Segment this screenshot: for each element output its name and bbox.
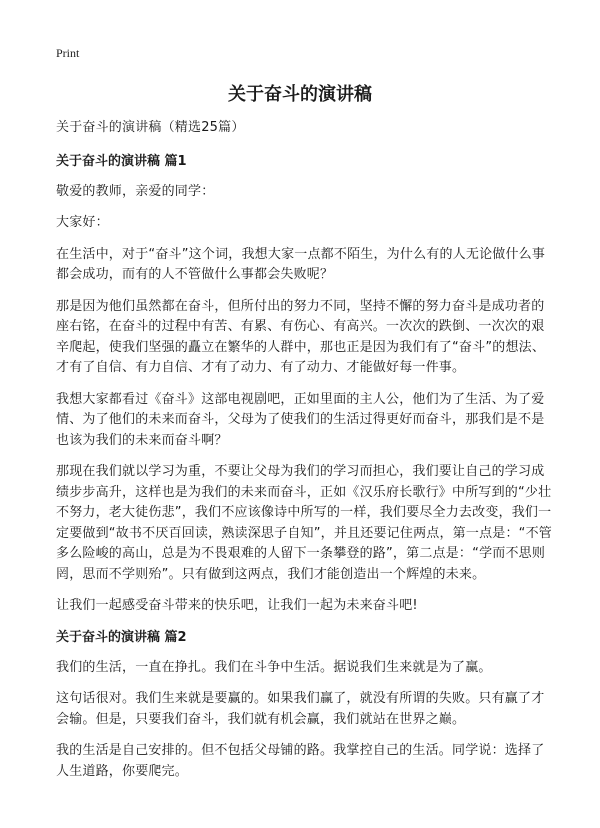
paragraph: 敬爱的教师，亲爱的同学：	[56, 183, 215, 199]
section-heading: 关于奋斗的演讲稿 篇2	[56, 629, 187, 645]
paragraph: 我的生活是自己安排的。但不包括父母铺的路。我掌控自己的生活。同学说：选择了人生道路，你要爬完。	[56, 743, 545, 779]
paragraph: 大家好：	[56, 215, 109, 230]
paragraph: 我们的生活，一直在挣扎。我们在斗争中生活。据说我们生来就是为了赢。	[56, 659, 492, 675]
paragraph: 这句话很对。我们生来就是要赢的。如果我们赢了，就没有所谓的失败。只有赢了才会输。但是，只要我们奋斗，我们就有机会赢，我们就站在世界之巅。	[56, 691, 545, 727]
document-body	[56, 118, 556, 793]
section-heading: 关于奋斗的演讲稿 篇1	[56, 153, 187, 169]
paragraph: 让我们一起感受奋斗带来的快乐吧，让我们一起为未来奋斗吧!	[56, 598, 418, 613]
paragraph: 那是因为他们虽然都在奋斗，但所付出的努力不同，坚持不懈的努力奋斗是成功者的座右铭，在奋斗的过程中有苦、有累、有伤心、有高兴。一次次的跌倒、一次次的艰辛爬起，使我们坚强的矗立在繁华的人群中，那也正是因为我们有了“奋斗”的想法、才有了自信、有力自信、才有了动力、有了动力、才能做好每一件事。	[56, 298, 546, 375]
paragraph: 我想大家都看过《奋斗》这部电视剧吧，正如里面的主人公，他们为了生活、为了爱情、为了他们的未来而奋斗，父母为了使我们的生活过得更好而奋斗，那我们是不是也该为我们的未来而奋斗啊？	[56, 391, 545, 448]
document-title: 关于奋斗的演讲稿	[228, 84, 372, 105]
paragraph: 在生活中，对于“奋斗”这个词，我想大家一点都不陌生，为什么有的人无论做什么事都会成功，而有的人不管做什么事都会失败呢？	[56, 246, 546, 282]
paragraph: 那现在我们就以学习为重，不要让父母为我们的学习而担心，我们要让自己的学习成绩步步高升，这样也是为我们的未来而奋斗，正如《汉乐府长歌行》中所写到的“少壮不努力，老大徒伤悲”，我们不应该像诗中所写的一样，我们要尽全力去改变，我们一定要做到“故书不厌百回读，熟读深思子自知”，并且还要记住两点，第一点是：“不管多么险峻的高山，总是为不畏艰难的人留下一条攀登的路”，第二点是：“学而不思则罔，思而不学则殆”。只有做到这两点，我们才能创造出一个辉煌的未来。	[56, 464, 553, 582]
document-subtitle: 关于奋斗的演讲稿（精选25篇）	[56, 120, 245, 135]
print-link[interactable]: Print	[56, 46, 80, 60]
